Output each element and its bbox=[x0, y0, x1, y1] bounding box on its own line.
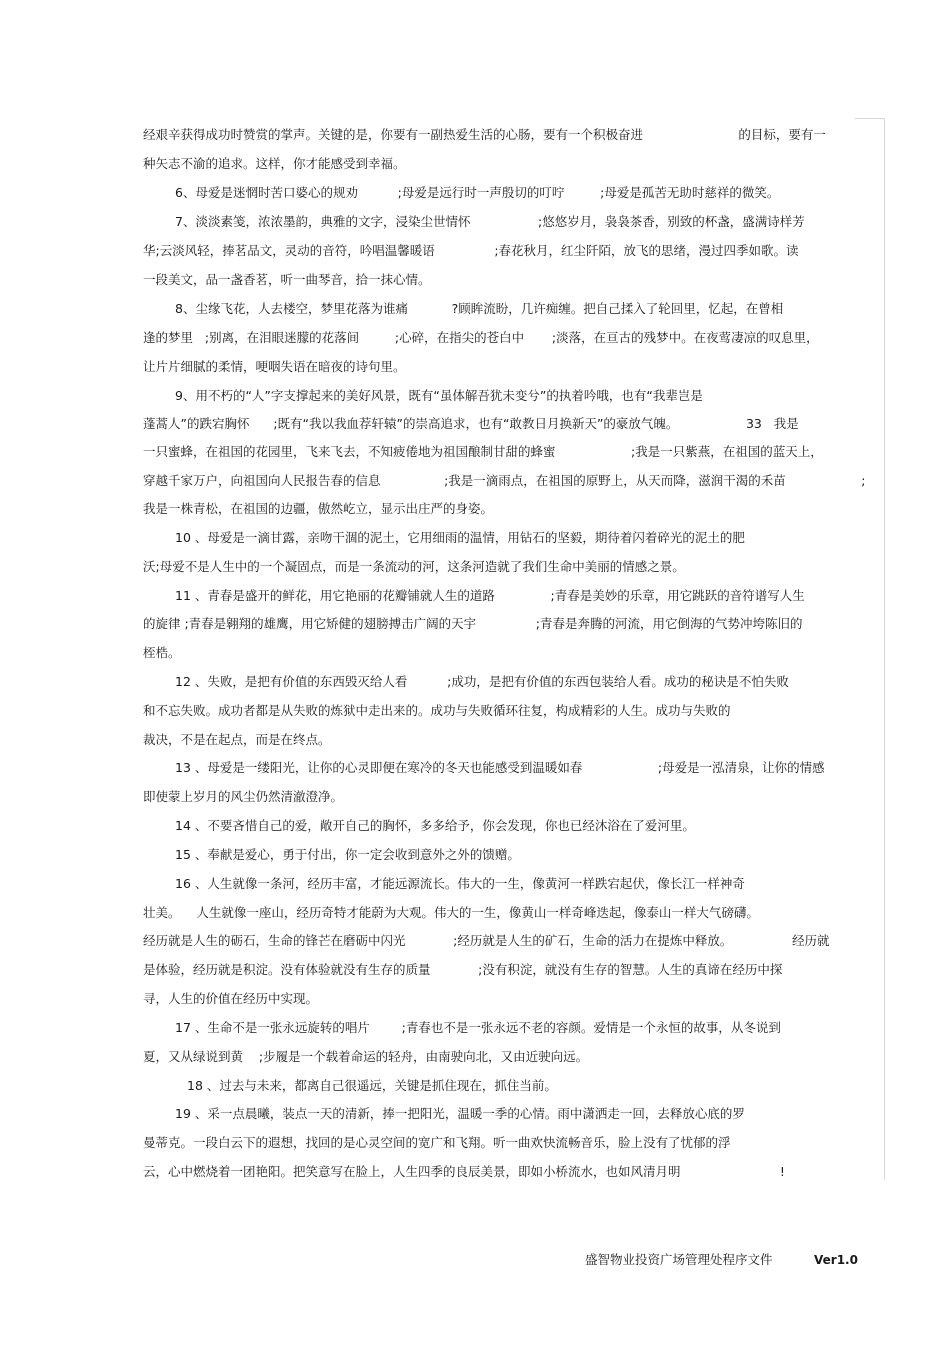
page-margin-rule-right bbox=[884, 118, 885, 1180]
text-line: 18 、过去与未来，都离自己很遥远，关键是抓住现在，抓住当前。 bbox=[187, 1078, 557, 1093]
text-line: 种矢志不渝的追求。这样，你才能感受到幸福。 bbox=[143, 156, 406, 171]
text-line: 14 、不要吝惜自己的爱，敞开自己的胸怀，多多给予，你会发现，你也已经沐浴在了爱河里。 bbox=[175, 818, 695, 833]
text-line: 我是一株青松，在祖国的边疆，傲然屹立，显示出庄严的身姿。 bbox=[143, 501, 494, 516]
text-line: 沃;母爱不是人生中的一个凝固点，而是一条流动的河，这条河造就了我们生命中美丽的情感之景。 bbox=[143, 559, 685, 574]
text-line: 经历就是人生的砺石，生命的锋芒在磨砺中闪光 ;经历就是人生的矿石，生命的活力在提炼中释放。 经历就 bbox=[143, 933, 830, 948]
text-line: 华;云淡风轻，捧茗品文，灵动的音符，吟唱温馨暖语 ;春花秋月，红尘阡陌，放飞的思绪，漫过四季如歌。读 bbox=[143, 243, 799, 258]
footer-version-label: Ver1.0 bbox=[814, 1253, 858, 1267]
text-line: 11 、青春是盛开的鲜花，用它艳丽的花瓣铺就人生的道路 ;青春是美妙的乐章，用它跳跃的音符谱写人生 bbox=[175, 588, 805, 603]
text-line: 是体验，经历就是积淀。没有体验就没有生存的质量 ;没有积淀，就没有生存的智慧。人生的真谛在经历中探 bbox=[143, 962, 783, 977]
text-line: 穿越千家万户，向祖国向人民报告春的信息 ;我是一滴雨点，在祖国的原野上，从天而降，滋润干渴的禾苗 ; bbox=[143, 473, 866, 488]
text-line: 17 、生命不是一张永远旋转的唱片 ;青春也不是一张永远不老的容颜。爱情是一个永恒的故事，从冬说到 bbox=[175, 1020, 781, 1035]
text-line: 逢的梦里 ;别离，在泪眼迷朦的花落间 ;心碎，在指尖的苍白中 ;淡落，在亘古的残梦中。在夜莺凄凉的叹息里， bbox=[143, 330, 819, 345]
text-line: 经艰辛获得成功时赞赏的掌声。关键的是，你要有一副热爱生活的心肠，要有一个积极奋进 的目标，要有一 bbox=[143, 127, 826, 142]
text-line: 寻，人生的价值在经历中实现。 bbox=[143, 991, 319, 1006]
text-line: 9、用不朽的“人”字支撑起来的美好风景，既有“虽体解吾犹未变兮”的执着吟哦，也有“我辈岂是 bbox=[175, 388, 703, 403]
text-line: 裁决，不是在起点，而是在终点。 bbox=[143, 732, 331, 747]
text-line: 7、淡淡素笺，浓浓墨韵，典雅的文字，浸染尘世情怀 ;悠悠岁月，袅袅茶香，别致的杯盏，盛满诗样芳 bbox=[175, 214, 805, 229]
text-line: 桎梏。 bbox=[143, 645, 181, 660]
footer-document-title: 盛智物业投资广场管理处程序文件 bbox=[585, 1252, 773, 1267]
text-line: 12 、失败，是把有价值的东西毁灭给人看 ;成功，是把有价值的东西包装给人看。成功的秘诀是不怕失败 bbox=[175, 674, 789, 689]
text-line: 让片片细腻的柔情，哽咽失语在暗夜的诗句里。 bbox=[143, 359, 406, 374]
text-line: 13 、母爱是一缕阳光，让你的心灵即便在寒冷的冬天也能感受到温暖如春 ;母爱是一泓清泉，让你的情感 bbox=[175, 760, 825, 775]
text-line: 15 、奉献是爱心，勇于付出，你一定会收到意外之外的馈赠。 bbox=[175, 847, 520, 862]
text-line: 和不忘失败。成功者都是从失败的炼狱中走出来的。成功与失败循环往复，构成精彩的人生。成功与失败的 bbox=[143, 703, 731, 718]
text-line: 10 、母爱是一滴甘露，亲吻干涸的泥土，它用细雨的温情，用钻石的坚毅，期待着闪着碎光的泥土的肥 bbox=[175, 530, 745, 545]
text-line: 8、尘缘飞花，人去楼空，梦里花落为谁痛 ?顾眸流盼，几许痴缠。把自己揉入了轮回里，忆起，在曾相 bbox=[175, 301, 784, 316]
text-line: 云，心中燃烧着一团艳阳。把笑意写在脸上，人生四季的良辰美景，即如小桥流水，也如风清月明 ! bbox=[143, 1164, 785, 1179]
text-line: 的旋律 ;青春是翱翔的雄鹰，用它矫健的翅膀搏击广阔的天宇 ;青春是奔腾的河流，用它倒海的气势冲垮陈旧的 bbox=[143, 616, 803, 631]
text-line: 6、母爱是迷惘时苦口婆心的规劝 ;母爱是远行时一声殷切的叮咛 ;母爱是孤苦无助时慈祥的微笑。 bbox=[175, 185, 780, 200]
page-corner-rule-top bbox=[855, 118, 885, 119]
text-line: 一段美文，品一盏香茗，听一曲琴音，拾一抹心情。 bbox=[143, 272, 431, 287]
text-line: 一只蜜蜂，在祖国的花园里，飞来飞去，不知疲倦地为祖国酿制甘甜的蜂蜜 ;我是一只紫燕，在祖国的蓝天上， bbox=[143, 444, 823, 459]
text-line: 即使蒙上岁月的风尘仍然清澈澄净。 bbox=[143, 789, 344, 804]
text-line: 蓬蒿人”的跌宕胸怀 ;既有“我以我血荐轩辕”的崇高追求，也有“敢教日月换新天”的豪放气魄。 33 我是 bbox=[143, 416, 799, 431]
text-line: 曼蒂克。一段白云下的遐想，找回的是心灵空间的宽广和飞翔。听一曲欢快流畅音乐，脸上没有了忧郁的浮 bbox=[143, 1135, 731, 1150]
text-line: 夏，又从绿说到黄 ;步履是一个载着命运的轻舟，由南驶向北，又由近驶向远。 bbox=[143, 1049, 589, 1064]
text-line: 19 、采一点晨曦，装点一天的清新，捧一把阳光，温暖一季的心情。雨中潇洒走一回，去释放心底的罗 bbox=[175, 1106, 745, 1121]
text-line: 壮美。 人生就像一座山，经历奇特才能蔚为大观。伟大的一生，像黄山一样奇峰迭起，像泰山一样大气磅礴。 bbox=[143, 905, 759, 920]
text-line: 16 、人生就像一条河，经历丰富，才能远源流长。伟大的一生，像黄河一样跌宕起伏，像长江一样神奇 bbox=[175, 876, 745, 891]
